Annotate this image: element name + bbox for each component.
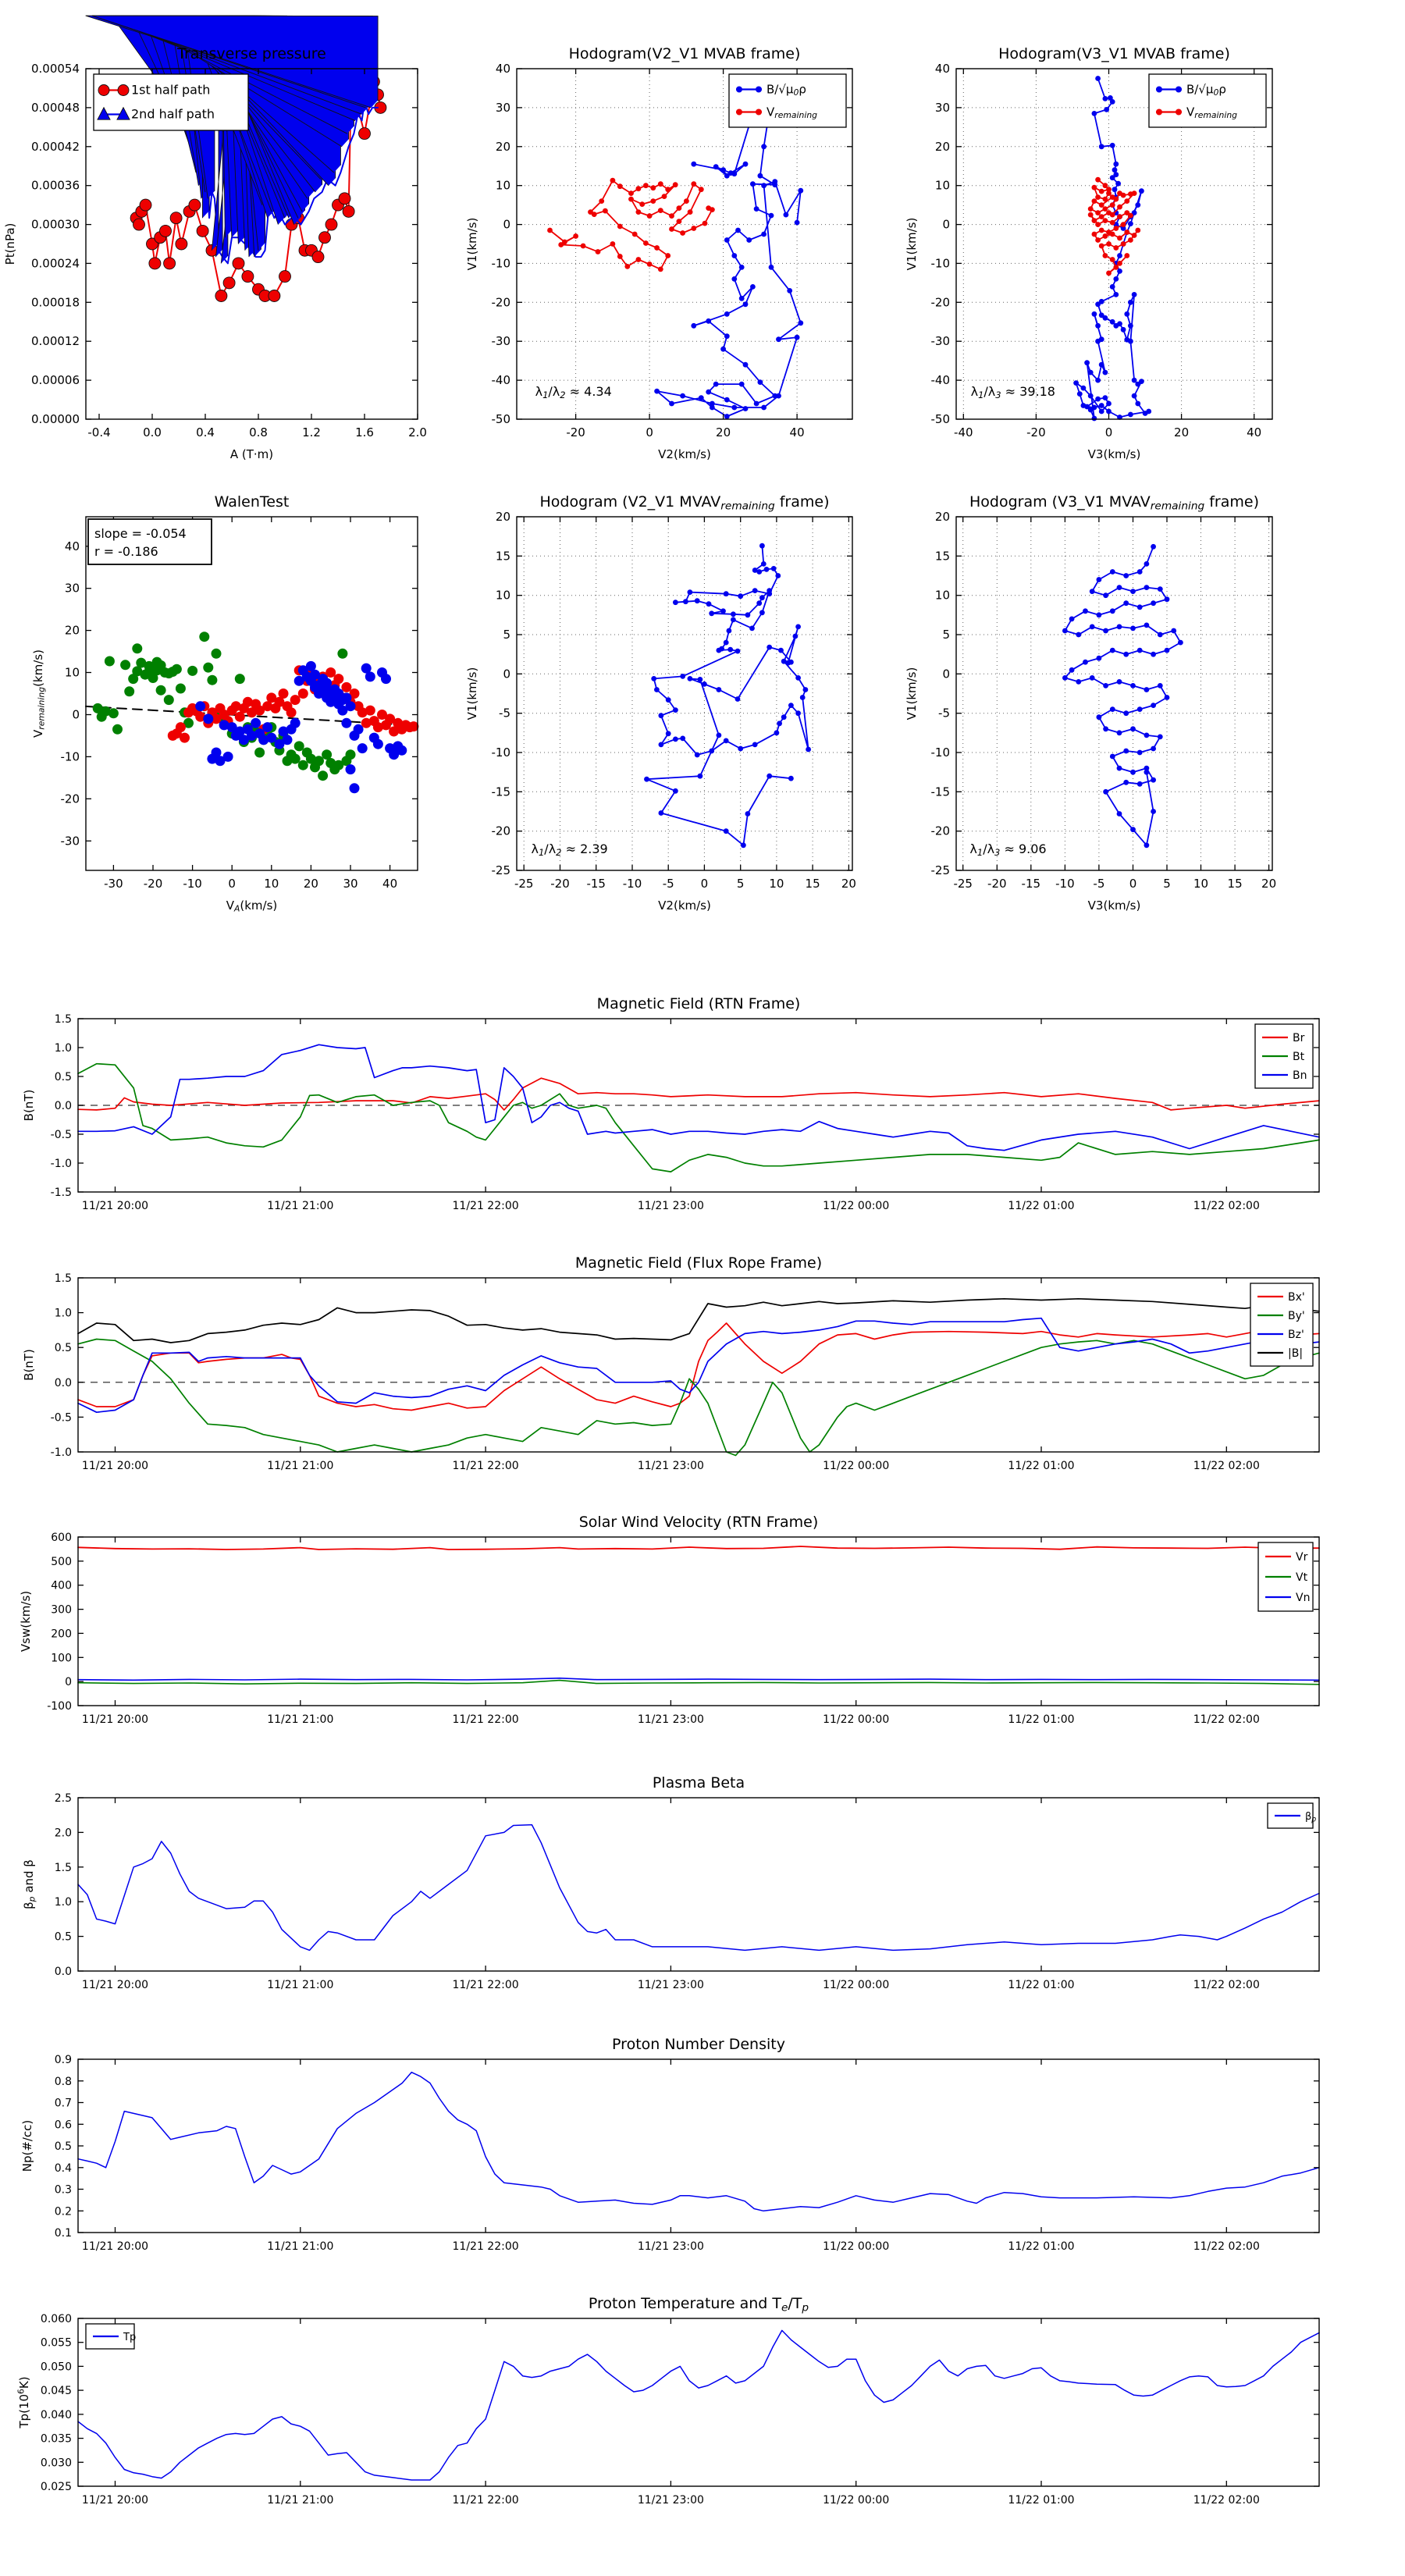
svg-text:Tp: Tp <box>123 2332 137 2343</box>
svg-text:Solar Wind Velocity (RTN Frame: Solar Wind Velocity (RTN Frame) <box>578 1514 819 1531</box>
svg-text:-10: -10 <box>1055 877 1075 891</box>
svg-text:Vremaining​: Vremaining <box>767 105 818 121</box>
svg-text:11/21 21:00: 11/21 21:00 <box>267 2494 334 2507</box>
svg-text:0.055: 0.055 <box>40 2336 72 2350</box>
svg-text:0.00036: 0.00036 <box>30 178 80 193</box>
chart-hodogram-v2v1-mvab <box>465 16 937 500</box>
svg-text:-5: -5 <box>1093 877 1105 891</box>
svg-text:2.0: 2.0 <box>408 425 427 439</box>
svg-text:0.4: 0.4 <box>196 425 215 439</box>
svg-text:Br: Br <box>1293 1032 1305 1044</box>
svg-text:500: 500 <box>51 1555 72 1568</box>
svg-text:10: 10 <box>934 588 950 603</box>
chart-group-hodogram-v2v1-mvav <box>465 493 856 913</box>
svg-text:-30: -30 <box>60 834 80 849</box>
svg-text:-5: -5 <box>662 877 674 891</box>
svg-text:0.4: 0.4 <box>54 2161 72 2175</box>
svg-text:11/21 20:00: 11/21 20:00 <box>81 1979 149 1991</box>
svg-text:20: 20 <box>934 139 950 154</box>
svg-text:-0.5: -0.5 <box>50 1129 72 1141</box>
svg-text:Magnetic Field (Flux Rope Fram: Magnetic Field (Flux Rope Frame) <box>574 1254 823 1272</box>
svg-text:11/21 22:00: 11/21 22:00 <box>452 2240 519 2253</box>
svg-text:20: 20 <box>716 425 731 439</box>
svg-text:Tp(106​K): $Tp(10^6K)$ <box>16 2376 31 2428</box>
svg-text:0.00054: 0.00054 <box>30 62 80 76</box>
svg-text:-25: -25 <box>930 863 950 877</box>
svg-text:-15: -15 <box>491 785 510 799</box>
svg-text:-30: -30 <box>930 334 950 349</box>
svg-text:-1.5: -1.5 <box>50 1187 72 1199</box>
svg-text:40: 40 <box>934 62 950 76</box>
svg-text:11/21 22:00: 11/21 22:00 <box>452 1200 519 1212</box>
svg-text:11/22 00:00: 11/22 00:00 <box>823 2494 890 2507</box>
svg-text:1.6: 1.6 <box>355 425 374 439</box>
svg-text:11/21 22:00: 11/21 22:00 <box>452 1713 519 1726</box>
svg-text:Pt(nPa): Pt(nPa) <box>3 222 17 265</box>
svg-text:-20: -20 <box>987 877 1007 891</box>
svg-text:0.030: 0.030 <box>40 2457 72 2470</box>
svg-text:11/22 01:00: 11/22 01:00 <box>1008 2494 1075 2507</box>
chart-solar-wind-velocity <box>0 1486 1405 1747</box>
svg-text:Proton Number Density: Proton Number Density <box>612 2036 785 2053</box>
svg-text:Proton Temperature and Te​/Tp​: Proton Temperature and Te/Tp <box>588 2295 809 2314</box>
svg-text:V2(km/s): V2(km/s) <box>658 447 711 461</box>
chart-magnetic-field-fluxrope <box>0 1227 1405 1486</box>
svg-text:Bx': Bx' <box>1288 1291 1305 1304</box>
svg-text:By': By' <box>1288 1310 1305 1322</box>
svg-text:1.5: 1.5 <box>54 1861 72 1874</box>
svg-text:-25: -25 <box>953 877 973 891</box>
svg-text:0.035: 0.035 <box>40 2432 72 2446</box>
svg-text:5: 5 <box>503 628 510 642</box>
svg-text:0.6: 0.6 <box>54 2119 72 2132</box>
svg-text:B(nT): B(nT) <box>22 1089 36 1122</box>
svg-text:11/22 02:00: 11/22 02:00 <box>1193 2494 1260 2507</box>
svg-text:11/22 00:00: 11/22 00:00 <box>823 2240 890 2253</box>
svg-text:1.0: 1.0 <box>54 1896 72 1909</box>
svg-text:0.0: 0.0 <box>143 425 162 439</box>
svg-text:0.00024: 0.00024 <box>30 256 80 271</box>
svg-text:40: 40 <box>789 425 805 439</box>
svg-text:20: 20 <box>1174 425 1190 439</box>
svg-text:-20: -20 <box>491 295 510 310</box>
svg-text:V1(km/s): V1(km/s) <box>905 217 919 271</box>
svg-text:λ1​/λ2​ ≈ 2.39: λ1/λ2 ≈ 2.39 <box>531 841 608 858</box>
svg-text:WalenTest: WalenTest <box>214 493 290 511</box>
svg-text:-40: -40 <box>930 373 950 388</box>
svg-text:0.00000: 0.00000 <box>30 412 80 426</box>
svg-text:0.5: 0.5 <box>54 1342 72 1355</box>
svg-text:10: 10 <box>934 178 950 193</box>
svg-text:0: 0 <box>503 217 510 232</box>
svg-text:11/21 23:00: 11/21 23:00 <box>637 2494 704 2507</box>
svg-text:0: 0 <box>65 1676 72 1689</box>
chart-hodogram-v3v1-mvab <box>890 16 1405 500</box>
svg-text:11/22 02:00: 11/22 02:00 <box>1193 1713 1260 1726</box>
svg-text:10: 10 <box>495 588 510 603</box>
svg-text:Hodogram(V2_V1 MVAB frame): Hodogram(V2_V1 MVAB frame) <box>568 45 801 62</box>
svg-text:0: 0 <box>646 425 653 439</box>
svg-text:10: 10 <box>1193 877 1209 891</box>
svg-text:11/22 02:00: 11/22 02:00 <box>1193 2240 1260 2253</box>
svg-text:30: 30 <box>64 581 80 596</box>
svg-text:-10: -10 <box>930 745 950 760</box>
svg-text:0: 0 <box>228 877 236 891</box>
svg-text:0.0: 0.0 <box>54 1376 72 1389</box>
svg-text:15: 15 <box>934 549 950 564</box>
svg-text:-50: -50 <box>491 412 510 426</box>
svg-text:2.5: 2.5 <box>54 1792 72 1805</box>
chart-group-tp <box>16 2295 1319 2507</box>
svg-text:Vn: Vn <box>1296 1592 1311 1604</box>
svg-text:0.040: 0.040 <box>40 2408 72 2421</box>
svg-text:Vr: Vr <box>1296 1551 1308 1564</box>
svg-text:-30: -30 <box>104 877 123 891</box>
svg-text:-0.4: -0.4 <box>87 425 111 439</box>
chart-group-transverse-pressure <box>3 16 427 461</box>
svg-text:-40: -40 <box>954 425 973 439</box>
svg-text:Hodogram (V2_V1 MVAVremaining​: Hodogram (V2_V1 MVAVremaining frame) <box>539 493 830 513</box>
svg-text:-15: -15 <box>1021 877 1041 891</box>
svg-text:-10: -10 <box>183 877 202 891</box>
svg-text:10: 10 <box>264 877 279 891</box>
svg-text:11/21 20:00: 11/21 20:00 <box>81 1200 149 1212</box>
svg-text:20: 20 <box>303 877 318 891</box>
svg-text:-20: -20 <box>1026 425 1046 439</box>
svg-text:11/21 21:00: 11/21 21:00 <box>267 2240 334 2253</box>
svg-text:600: 600 <box>51 1532 72 1544</box>
svg-text:Plasma Beta: Plasma Beta <box>652 1774 745 1791</box>
chart-hodogram-v3v1-mvav <box>890 493 1405 937</box>
svg-text:0.8: 0.8 <box>249 425 268 439</box>
svg-text:15: 15 <box>1227 877 1243 891</box>
legend-b-rtn <box>1255 1024 1313 1088</box>
svg-text:30: 30 <box>495 100 510 115</box>
svg-text:V1(km/s): V1(km/s) <box>465 217 479 271</box>
svg-text:11/21 23:00: 11/21 23:00 <box>637 1460 704 1472</box>
chart-group-b-rtn <box>22 995 1319 1212</box>
svg-text:-15: -15 <box>586 877 606 891</box>
svg-text:-10: -10 <box>491 745 510 760</box>
legend-hodogram-v2v1-mvab <box>729 74 846 127</box>
svg-text:400: 400 <box>51 1579 72 1592</box>
svg-text:11/22 02:00: 11/22 02:00 <box>1193 1200 1260 1212</box>
svg-text:40: 40 <box>1247 425 1262 439</box>
svg-text:11/21 21:00: 11/21 21:00 <box>267 1200 334 1212</box>
legend-beta <box>1268 1803 1316 1828</box>
svg-text:B/√μ0​ρ: B/√μ0ρ <box>767 82 806 98</box>
svg-text:11/22 02:00: 11/22 02:00 <box>1193 1979 1260 1991</box>
legend-hodogram-v3v1-mvab <box>1149 74 1266 127</box>
chart-proton-temperature <box>0 2268 1405 2576</box>
svg-text:-20: -20 <box>143 877 163 891</box>
svg-text:100: 100 <box>51 1652 72 1665</box>
svg-text:-1.0: -1.0 <box>50 1158 72 1170</box>
svg-text:0: 0 <box>942 667 950 681</box>
svg-text:11/21 21:00: 11/21 21:00 <box>267 1979 334 1991</box>
chart-transverse-pressure <box>0 16 468 500</box>
svg-text:0: 0 <box>700 877 709 891</box>
svg-text:Magnetic Field (RTN Frame): Magnetic Field (RTN Frame) <box>596 995 801 1012</box>
chart-group-hodogram-v3v1-mvav <box>905 493 1276 913</box>
svg-text:Vremaining​: Vremaining <box>1186 105 1238 121</box>
svg-text:Hodogram(V3_V1 MVAB frame): Hodogram(V3_V1 MVAB frame) <box>998 45 1230 62</box>
svg-text:1.5: 1.5 <box>54 1272 72 1285</box>
svg-text:11/22 02:00: 11/22 02:00 <box>1193 1460 1260 1472</box>
svg-text:-15: -15 <box>930 785 950 799</box>
svg-text:-100: -100 <box>47 1700 72 1713</box>
svg-text:1.0: 1.0 <box>54 1042 72 1055</box>
svg-text:40: 40 <box>495 62 510 76</box>
svg-text:V1(km/s): V1(km/s) <box>905 667 919 720</box>
svg-text:11/21 20:00: 11/21 20:00 <box>81 2240 149 2253</box>
svg-text:0: 0 <box>942 217 950 232</box>
svg-text:20: 20 <box>841 877 856 891</box>
svg-text:11/21 23:00: 11/21 23:00 <box>637 1979 704 1991</box>
svg-text:20: 20 <box>495 139 510 154</box>
svg-text:-20: -20 <box>566 425 585 439</box>
svg-text:10: 10 <box>64 665 80 680</box>
svg-text:0.5: 0.5 <box>54 1071 72 1083</box>
svg-text:Np(#/cc): Np(#/cc) <box>20 2119 34 2172</box>
svg-text:0.00048: 0.00048 <box>30 100 80 115</box>
svg-text:0.7: 0.7 <box>54 2097 72 2110</box>
svg-text:Vt: Vt <box>1296 1571 1308 1584</box>
svg-text:11/22 00:00: 11/22 00:00 <box>823 1460 890 1472</box>
svg-text:0.00042: 0.00042 <box>30 139 80 154</box>
svg-text:1.2: 1.2 <box>302 425 321 439</box>
svg-text:2nd half path: 2nd half path <box>131 106 215 122</box>
svg-text:11/21 20:00: 11/21 20:00 <box>81 1713 149 1726</box>
svg-text:0.00030: 0.00030 <box>30 217 80 232</box>
svg-text:λ1​/λ2​ ≈ 4.34: λ1/λ2 ≈ 4.34 <box>535 384 612 400</box>
svg-text:40: 40 <box>382 877 398 891</box>
chart-magnetic-field-rtn <box>0 968 1405 1227</box>
svg-text:A (T·m): A (T·m) <box>229 447 274 461</box>
svg-text:0.2: 0.2 <box>54 2205 72 2218</box>
svg-text:0.00012: 0.00012 <box>30 334 80 349</box>
svg-text:20: 20 <box>934 510 950 524</box>
svg-text:11/22 00:00: 11/22 00:00 <box>823 1713 890 1726</box>
svg-text:11/22 01:00: 11/22 01:00 <box>1008 1460 1075 1472</box>
svg-text:λ1​/λ3​ ≈ 9.06: λ1/λ3 ≈ 9.06 <box>969 841 1047 858</box>
svg-text:11/22 01:00: 11/22 01:00 <box>1008 1200 1075 1212</box>
stats-textbox-walen-test <box>88 519 212 564</box>
svg-text:-10: -10 <box>930 256 950 271</box>
svg-text:-20: -20 <box>60 792 80 806</box>
svg-text:10: 10 <box>769 877 784 891</box>
svg-text:-5: -5 <box>499 706 510 720</box>
svg-text:Transverse pressure: Transverse pressure <box>177 45 326 62</box>
svg-text:30: 30 <box>343 877 358 891</box>
svg-text:5: 5 <box>1163 877 1171 891</box>
svg-text:1.0: 1.0 <box>54 1307 72 1320</box>
svg-text:r = -0.186: r = -0.186 <box>94 544 158 559</box>
svg-text:300: 300 <box>51 1603 72 1617</box>
svg-text:βp​: βp <box>1305 1811 1317 1824</box>
chart-group-vsw <box>19 1514 1319 1726</box>
svg-text:slope = -0.054: slope = -0.054 <box>94 526 187 541</box>
svg-text:Vsw(km/s): Vsw(km/s) <box>19 1590 33 1653</box>
svg-text:-20: -20 <box>930 824 950 838</box>
svg-text:0.0: 0.0 <box>54 1100 72 1112</box>
svg-text:5: 5 <box>942 628 950 642</box>
svg-text:0.045: 0.045 <box>40 2385 72 2398</box>
svg-text:VA​(km/s): VA(km/s) <box>226 898 278 914</box>
svg-text:11/21 23:00: 11/21 23:00 <box>637 2240 704 2253</box>
svg-text:-25: -25 <box>491 863 510 877</box>
svg-text:-20: -20 <box>550 877 570 891</box>
svg-text:0.00018: 0.00018 <box>30 295 80 310</box>
legend-b-fluxrope <box>1250 1283 1313 1366</box>
svg-text:-1.0: -1.0 <box>50 1446 72 1459</box>
svg-text:-10: -10 <box>491 256 510 271</box>
svg-text:30: 30 <box>934 100 950 115</box>
svg-text:Hodogram (V3_V1 MVAVremaining​: Hodogram (V3_V1 MVAVremaining frame) <box>969 493 1259 513</box>
svg-text:0.1: 0.1 <box>54 2227 72 2240</box>
svg-text:V3(km/s): V3(km/s) <box>1087 898 1141 913</box>
svg-text:200: 200 <box>51 1628 72 1641</box>
svg-text:11/21 20:00: 11/21 20:00 <box>81 1460 149 1472</box>
svg-text:0.5: 0.5 <box>54 2140 72 2153</box>
svg-text:B(nT): B(nT) <box>22 1349 36 1381</box>
svg-text:Vremaining​(km/s): Vremaining(km/s) <box>31 649 47 738</box>
svg-text:11/22 01:00: 11/22 01:00 <box>1008 1979 1075 1991</box>
svg-text:|B|: |B| <box>1288 1347 1304 1360</box>
svg-text:Bn: Bn <box>1293 1069 1307 1082</box>
svg-text:V2(km/s): V2(km/s) <box>658 898 711 913</box>
svg-text:15: 15 <box>805 877 820 891</box>
svg-text:0: 0 <box>1104 425 1113 439</box>
svg-text:11/21 21:00: 11/21 21:00 <box>267 1460 334 1472</box>
svg-text:0.9: 0.9 <box>54 2054 72 2066</box>
svg-text:B/√μ0​ρ: B/√μ0ρ <box>1186 82 1226 98</box>
svg-text:-10: -10 <box>622 877 642 891</box>
svg-text:-0.5: -0.5 <box>50 1411 72 1425</box>
svg-text:11/21 20:00: 11/21 20:00 <box>81 2494 149 2507</box>
chart-proton-number-density <box>0 2008 1405 2268</box>
svg-text:V1(km/s): V1(km/s) <box>465 667 479 720</box>
svg-text:-40: -40 <box>491 373 510 388</box>
svg-text:0: 0 <box>503 667 510 681</box>
svg-text:11/21 22:00: 11/21 22:00 <box>452 2494 519 2507</box>
svg-text:-25: -25 <box>514 877 534 891</box>
chart-group-walen-test <box>31 493 418 914</box>
svg-text:1st half path: 1st half path <box>131 82 211 98</box>
svg-text:0: 0 <box>72 707 80 722</box>
svg-text:0: 0 <box>1129 877 1137 891</box>
svg-text:0.5: 0.5 <box>54 1930 72 1944</box>
svg-text:20: 20 <box>495 510 510 524</box>
svg-text:-30: -30 <box>491 334 510 349</box>
svg-text:11/22 01:00: 11/22 01:00 <box>1008 1713 1075 1726</box>
legend-tp <box>86 2324 136 2349</box>
svg-text:40: 40 <box>64 539 80 553</box>
chart-walen-test <box>0 493 468 937</box>
svg-text:-20: -20 <box>930 295 950 310</box>
svg-text:11/21 21:00: 11/21 21:00 <box>267 1713 334 1726</box>
svg-text:-20: -20 <box>491 824 510 838</box>
svg-text:20: 20 <box>1261 877 1277 891</box>
svg-text:11/22 00:00: 11/22 00:00 <box>823 1200 890 1212</box>
svg-text:11/22 01:00: 11/22 01:00 <box>1008 2240 1075 2253</box>
svg-text:11/21 23:00: 11/21 23:00 <box>637 1200 704 1212</box>
svg-text:0.060: 0.060 <box>40 2313 72 2325</box>
svg-text:11/22 00:00: 11/22 00:00 <box>823 1979 890 1991</box>
svg-text:-50: -50 <box>930 412 950 426</box>
svg-text:20: 20 <box>64 623 80 638</box>
svg-text:V3(km/s): V3(km/s) <box>1087 447 1141 461</box>
svg-text:-5: -5 <box>938 706 950 720</box>
svg-text:Bz': Bz' <box>1288 1329 1304 1341</box>
svg-text:11/21 22:00: 11/21 22:00 <box>452 1979 519 1991</box>
svg-text:0.3: 0.3 <box>54 2183 72 2197</box>
svg-text:1.5: 1.5 <box>54 1013 72 1026</box>
legend-transverse-pressure <box>94 74 248 130</box>
svg-text:0.050: 0.050 <box>40 2361 72 2374</box>
svg-text:0.025: 0.025 <box>40 2481 72 2493</box>
svg-text:10: 10 <box>495 178 510 193</box>
chart-group-hodogram-v3v1-mvab <box>905 45 1272 461</box>
chart-plasma-beta <box>0 1747 1405 2008</box>
svg-text:0.8: 0.8 <box>54 2075 72 2088</box>
chart-group-beta <box>22 1774 1319 1991</box>
svg-text:5: 5 <box>736 877 745 891</box>
chart-group-b-fluxrope <box>22 1254 1319 1472</box>
legend-vsw <box>1258 1542 1313 1611</box>
svg-text:2.0: 2.0 <box>54 1827 72 1840</box>
svg-text:11/21 23:00: 11/21 23:00 <box>637 1713 704 1726</box>
chart-group-np <box>20 2036 1319 2253</box>
svg-text:11/21 22:00: 11/21 22:00 <box>452 1460 519 1472</box>
svg-text:λ1​/λ3​ ≈ 39.18: λ1/λ3 ≈ 39.18 <box>970 384 1055 400</box>
svg-text:0.0: 0.0 <box>54 1966 72 1978</box>
svg-text:βp​ and β: βp and β <box>22 1859 37 1909</box>
svg-text:-10: -10 <box>60 749 80 764</box>
svg-text:Bt: Bt <box>1293 1051 1305 1063</box>
svg-text:0.00006: 0.00006 <box>30 373 80 388</box>
chart-group-hodogram-v2v1-mvab <box>465 45 852 461</box>
svg-text:15: 15 <box>495 549 510 564</box>
chart-hodogram-v2v1-mvav <box>465 493 937 937</box>
